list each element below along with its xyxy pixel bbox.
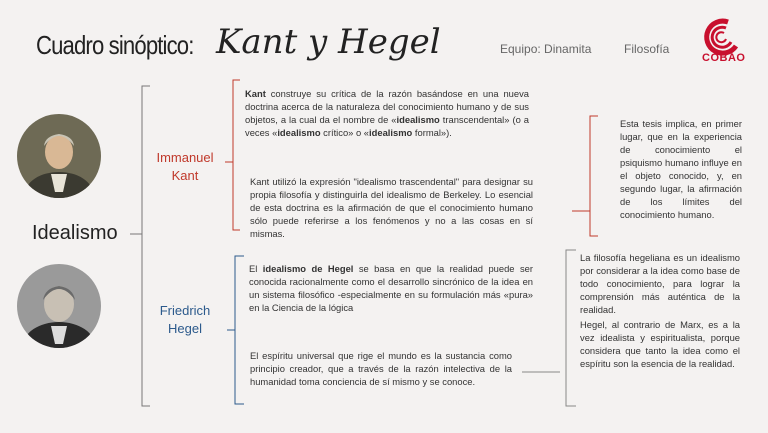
kant-p1-bold-1: Kant [245, 88, 266, 99]
hegel-p1-bold-1: idealismo de Hegel [262, 263, 354, 274]
kant-p1-text-3: crítico» o « [320, 127, 370, 138]
kant-p1-bold-3: idealismo [277, 127, 321, 138]
kant-portrait [17, 114, 101, 198]
hegel-p1-text-1: El [249, 263, 263, 274]
hegel-paragraph-2: El espíritu universal que rige el mundo es la sustancia como principio creador, que a través de la razón intelectiva de la humanidad toma conciencia de sí mismo y se conoce. [250, 350, 512, 387]
logo-text: COBAO [702, 52, 746, 64]
subject-label: Filosofía [624, 42, 670, 56]
kant-p1-bold-2: idealismo [396, 114, 440, 125]
page-title: Cuadro sinóptico: [36, 30, 194, 60]
kant-p1-text-2: transcendental» (o a veces « [245, 114, 529, 138]
kant-paragraph-3: Esta tesis implica, en primer lugar, que en la experiencia de conocimiento el psiquismo humano influye en el objeto conocido, y, en segundo lugar, la afirmación de los límites del conocimiento humano. [620, 118, 742, 220]
hegel-p1-text-2: se basa en que la realidad puede ser conocida racionalmente como el desarrollo sincrónico de la idea en un sistema filosófico -especialmente en su formulación más «pura» en la Ciencia de la lógica [249, 263, 533, 313]
kant-paragraph-1 [245, 87, 529, 139]
kant-p1-text-1: construye su crítica de la razón basándose en una nueva doctrina acerca de la naturaleza del conocimiento humano y de sus objetos, a la cual da el nombre de « [245, 88, 529, 125]
hegel-paragraph-3b: Hegel, al contrario de Marx, es a la vez idealista y espiritualista, porque considera que tanto la idea como el espíritu son la esencia de la realidad. [580, 319, 740, 369]
team-label: Equipo: Dinamita [500, 42, 592, 56]
kant-paragraph-2: Kant utilizó la expresión "idealismo trascendental" para designar su propia filosofía y distinguirla del idealismo de Berkeley. Lo esencial de esta doctrina es la afirmación de que el conocimiento humano sólo puede referirse a los fenómenos y no a las cosas en sí mismas. [250, 176, 533, 239]
hegel-portrait [17, 264, 101, 348]
kant-name: Immanuel Kant [156, 150, 214, 183]
hegel-paragraph-3a: La filosofía hegeliana es un idealismo por considerar a la idea como base de todo conocimiento, para lograr la comprensión más auténtica de la realidad. [580, 252, 740, 315]
hegel-paragraph-1 [249, 262, 533, 314]
kant-p1-text-4: formal»). [412, 127, 452, 138]
page-title-script: Kant y Hegel [216, 22, 441, 62]
root-label: Idealismo [32, 222, 118, 244]
hegel-name: Friedrich Hegel [159, 303, 211, 336]
kant-p1-bold-4: idealismo [369, 127, 413, 138]
